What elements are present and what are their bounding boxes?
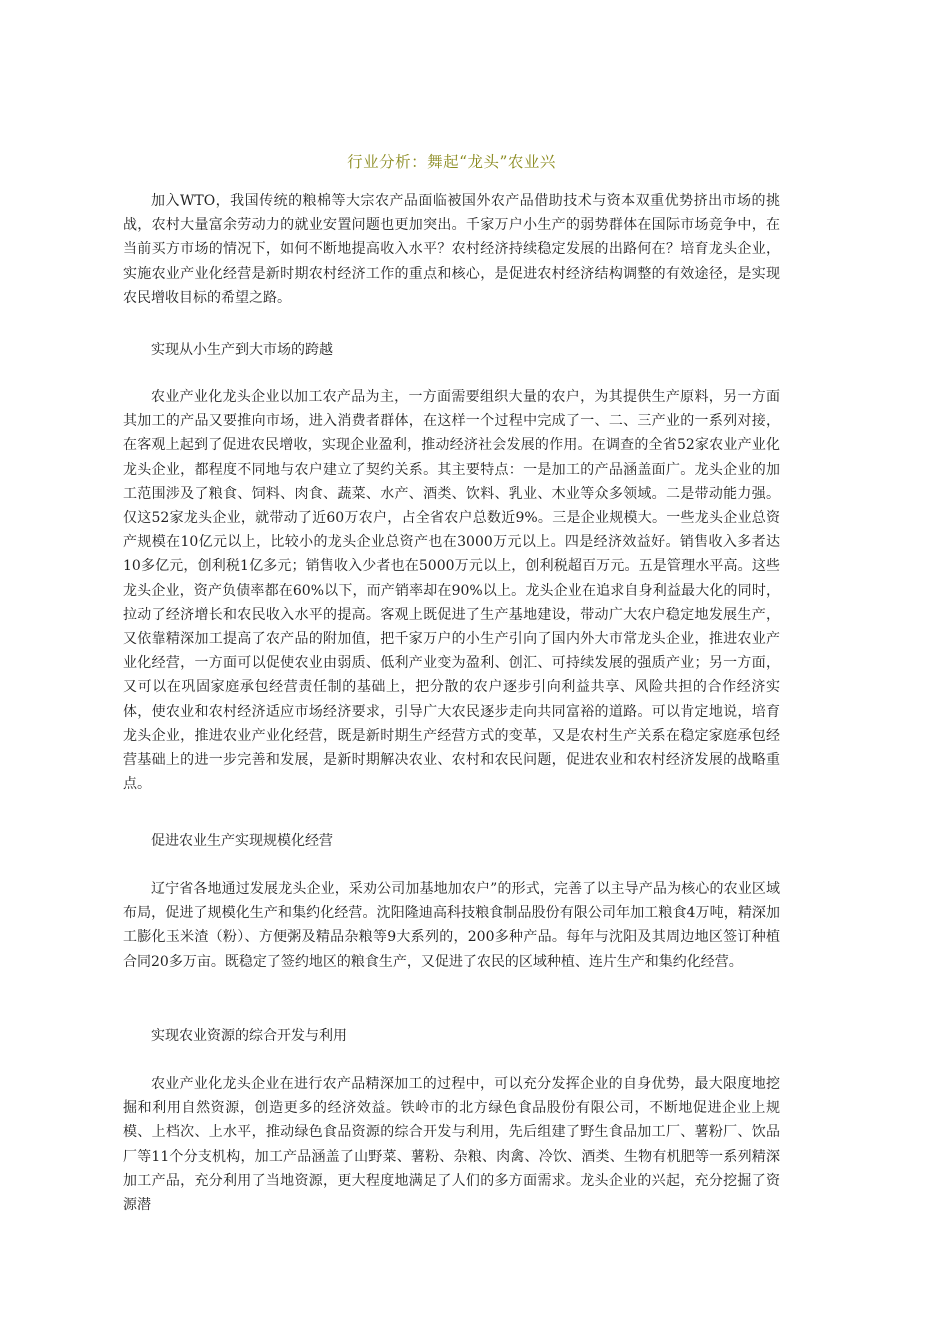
section-body-2: 辽宁省各地通过发展龙头企业，采劝公司加基地加农户”的形式，完善了以主导产品为核心的农业区域布局，促进了规模化生产和集约化经营。沈阳隆迪高科技粮食制品股份有限公司年加工粮食4万吨，精深加工膨化玉米渣（粉）、方便粥及精品杂粮等9大系列的，200多种产品。每年与沈阳及其周边地区签订种植合同20多万亩。既稳定了签约地区的粮食生产，又促进了农民的区域种植、连片生产和集约化经营。 (123, 881, 780, 970)
document-page (123, 0, 780, 1344)
intro-paragraph: 加入WTO，我国传统的粮棉等大宗农产品面临被国外农产品借助技术与资本双重优势挤出市场的挑战，农村大量富余劳动力的就业安置问题也更加突出。千家万户小生产的弱势群体在国际市场竞争中，在当前买方市场的情况下，如何不断地提高收入水平？农村经济持续稳定发展的出路何在？培育龙头企业，实施农业产业化经营是新时期农村经济工作的重点和核心，是促进农村经济结构调整的有效途径，是实现农民增收目标的希望之路。 (123, 193, 780, 306)
article-title: 行业分析：舞起“龙头”农业兴 (347, 153, 556, 171)
section-heading-1: 实现从小生产到大市场的跨越 (151, 342, 333, 358)
section-body-3: 农业产业化龙头企业在进行农产品精深加工的过程中，可以充分发挥企业的自身优势，最大限度地挖掘和利用自然资源，创造更多的经济效益。铁岭市的北方绿色食品股份有限公司，不断地促进企业上规模、上档次、上水平，推动绿色食品资源的综合开发与利用，先后组建了野生食品加工厂、薯粉厂、饮品厂等11个分支机构，加工产品涵盖了山野菜、薯粉、杂粮、肉禽、冷饮、酒类、生物有机肥等一系列精深加工产品，充分利用了当地资源，更大程度地满足了人们的多方面需求。龙头企业的兴起，充分挖掘了资源潜 (123, 1076, 780, 1214)
section-body-1: 农业产业化龙头企业以加工农产品为主，一方面需要组织大量的农户，为其提供生产原料，另一方面其加工的产品又要推向市场，进入消费者群体，在这样一个过程中完成了一、二、三产业的一系列对接，在客观上起到了促进农民增收，实现企业盈利，推动经济社会发展的作用。在调查的全省52家农业产业化龙头企业，都程度不同地与农户建立了契约关系。其主要特点：一是加工的产品涵盖面广。龙头企业的加工范围涉及了粮食、饲料、肉食、蔬菜、水产、酒类、饮料、乳业、木业等众多领域。二是带动能力强。仅这52家龙头企业，就带动了近60万农户，占全省农户总数近9%。三是企业规模大。一些龙头企业总资产规模在10亿元以上，比较小的龙头企业总资产也在3000万元以上。四是经济效益好。销售收入多者达10多亿元，创利税1亿多元；销售收入少者也在5000万元以上，创利税超百万元。五是管理水平高。这些龙头企业，资产负债率都在60%以下，而产销率却在90%以上。龙头企业在追求自身利益最大化的同时，拉动了经济增长和农民收入水平的提高。客观上既促进了生产基地建设，带动广大农户稳定地发展生产，又依靠精深加工提高了农产品的附加值，把千家万户的小生产引向了国内外大市常龙头企业，推进农业产业化经营，一方面可以促使农业由弱质、低利产业变为盈利、创汇、可持续发展的强质产业；另一方面，又可以在巩固家庭承包经营责任制的基础上，把分散的农户逐步引向利益共享、风险共担的合作经济实体，使农业和农村经济适应市场经济要求，引导广大农民逐步走向共同富裕的道路。可以肯定地说，培育龙头企业，推进农业产业化经营，既是新时期生产经营方式的变革，又是农村生产关系在稳定家庭承包经营基础上的进一步完善和发展，是新时期解决农业、农村和农民问题，促进农业和农村经济发展的战略重点。 (123, 389, 780, 793)
section-heading-2: 促进农业生产实现规模化经营 (151, 833, 333, 849)
section-heading-3: 实现农业资源的综合开发与利用 (151, 1028, 347, 1044)
